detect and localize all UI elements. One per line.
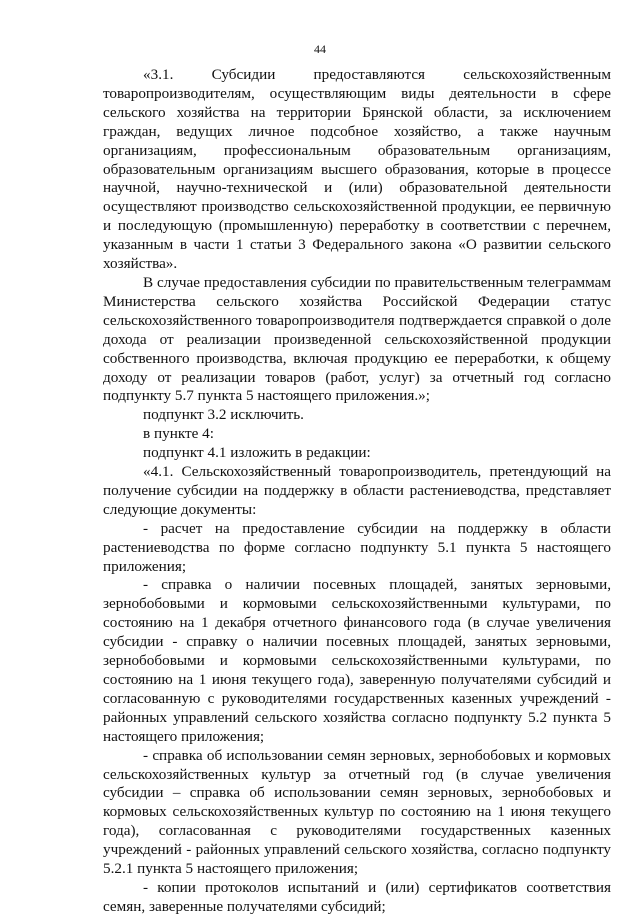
paragraph-3-1: «3.1. Субсидии предоставляются сельскохозяйственным товаропроизводителям, осуществляющим виды деятельности в сфере сельского хозяйства на территории Брянской области, за исключением граждан, ведущих личное подсобное хозяйство, а также научным организациям, профессиональным образовательным организациям, образовательным организациям высшего образования, которые в процессе научной, научно-технической и (или) образовательной деятельности осуществляют производство сельскохозяйственной продукции, ее первичную и последующую (промышленную) переработку в соответствии с перечнем, указанным в части 1 статьи 3 Федерального закона «О развитии сельского хозяйства». xyxy=(103,66,611,273)
paragraph-3-2-exclude: подпункт 3.2 исключить. xyxy=(143,406,304,424)
paragraph-telegram-subsidy: В случае предоставления субсидии по правительственным телеграммам Министерства сельского хозяйства Российской Федерации статус сельскохозяйственного товаропроизводителя подтверждается справкой о доле дохода от реализации произведенной сельскохозяйственной продукции собственного производства, включая продукцию ее переработки, к общему доходу от реализации товаров (работ, услуг) за отчетный год согласно подпункту 5.7 пункта 5 настоящего приложения.»; xyxy=(103,273,611,405)
list-item-test-protocol-copies: - копии протоколов испытаний и (или) сертификатов соответствия семян, заверенные получателями субсидий; xyxy=(103,878,611,915)
document-body xyxy=(103,66,611,917)
list-item-subsidy-calculation: - расчет на предоставление субсидии на поддержку в области растениеводства по форме согласно подпункту 5.1 пункта 5 настоящего приложения; xyxy=(103,519,611,575)
paragraph-4-1-revise: подпункт 4.1 изложить в редакции: xyxy=(143,444,371,462)
list-item-seed-usage-certificate: - справка об использовании семян зерновых, зернобобовых и кормовых сельскохозяйственных культур за отчетный год (в случае увеличения субсидии – справка об использовании семян зерновых, зернобобовых и кормовых сельскохозяйственных культур по состоянию на 1 июня текущего года), согласованная с руководителями государственных казенных учреждений - районных управлений сельского хозяйства, согласно подпункту 5.2.1 пункта 5 настоящего приложения; xyxy=(103,746,611,878)
list-item-sown-area-certificate: - справка о наличии посевных площадей, занятых зерновыми, зернобобовыми и кормовыми сельскохозяйственными культурами, по состоянию на 1 декабря отчетного финансового года (в случае увеличения субсидии - справку о наличии посевных площадей, занятых зерновыми, зернобобовыми и кормовыми сельскохозяйственными культурами, по состоянию на 1 июня текущего года), заверенную получателями субсидий и согласованную с руководителями государственных казенных учреждений - районных управлений сельского хозяйства согласно подпункту 5.2 пункта 5 настоящего приложения; xyxy=(103,576,611,745)
paragraph-in-item-4: в пункте 4: xyxy=(143,425,214,443)
paragraph-4-1: «4.1. Сельскохозяйственный товаропроизводитель, претендующий на получение субсидии на поддержку в области растениеводства, представляет следующие документы: xyxy=(103,463,611,518)
page-number: 44 xyxy=(314,42,326,56)
